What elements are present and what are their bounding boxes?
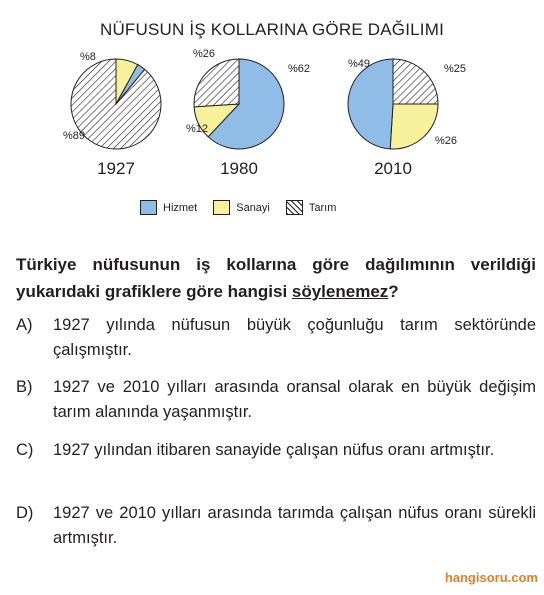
legend-item-hizmet — [140, 200, 197, 215]
option-b-letter: B) — [16, 378, 33, 396]
option-a-letter: A) — [16, 316, 33, 334]
option-b[interactable] — [16, 375, 536, 425]
legend-swatch-sanayi — [213, 200, 230, 215]
watermark-logo: hangisoru.com — [444, 570, 538, 585]
slice-label-1927-sanayi: %8 — [80, 51, 96, 63]
legend-item-sanayi — [213, 200, 270, 215]
pie-charts — [0, 0, 544, 230]
question-key-word: söylenemez — [291, 282, 389, 301]
option-c-text: 1927 yılından itibaren sanayide çalışan nüfus oranı artmıştır. — [53, 441, 495, 459]
legend-label-sanayi: Sanayi — [236, 201, 270, 214]
option-c-letter: C) — [16, 441, 34, 459]
option-d-text: 1927 ve 2010 yılları arasında tarımda çalışan nüfus oranı sürekli artmıştır. — [53, 504, 536, 547]
chart-legend — [140, 200, 336, 215]
pie-slice-1980-tarim — [194, 59, 239, 107]
slice-label-1980-hizmet: %62 — [288, 63, 311, 75]
legend-swatch-tarim — [286, 200, 303, 215]
option-d[interactable] — [16, 501, 536, 551]
slice-label-1980-tarim: %26 — [193, 48, 216, 60]
slice-label-1980-sanayi: %12 — [186, 123, 209, 135]
slice-label-2010-tarim: %25 — [444, 63, 467, 75]
legend-swatch-hizmet — [140, 200, 157, 215]
option-d-letter: D) — [16, 504, 34, 522]
chart-title: NÜFUSUN İŞ KOLLARINA GÖRE DAĞILIMI — [99, 20, 445, 39]
slice-label-1927-tarim: %89 — [63, 130, 86, 142]
option-a[interactable] — [16, 313, 536, 363]
pie-slice-2010-sanayi — [390, 104, 438, 149]
slice-label-2010-hizmet: %49 — [348, 58, 371, 70]
pie-year-label-2010: 2010 — [374, 159, 412, 178]
option-b-text: 1927 ve 2010 yılları arasında oransal olarak en büyük değişim tarım alanında yaşanmıştır. — [53, 378, 536, 421]
slice-label-2010-sanayi: %26 — [435, 135, 458, 147]
question-text — [16, 251, 536, 305]
pie-year-label-1927: 1927 — [97, 159, 135, 178]
question-mark: ? — [388, 282, 399, 301]
option-a-text: 1927 yılında nüfusun büyük çoğunluğu tarım sektöründe çalışmıştır. — [53, 316, 536, 359]
legend-item-tarim — [286, 200, 337, 215]
pie-slice-2010-tarim — [393, 59, 438, 104]
legend-label-tarim: Tarım — [308, 201, 337, 214]
legend-label-hizmet: Hizmet — [163, 201, 198, 214]
option-c[interactable] — [16, 438, 536, 463]
pie-year-label-1980: 1980 — [220, 159, 258, 178]
pie-slice-2010-hizmet — [348, 59, 393, 149]
question-text-start: Türkiye nüfusunun iş kollarına göre dağılımının verildiği yukarıdaki grafiklere göre hangisi — [16, 255, 536, 301]
